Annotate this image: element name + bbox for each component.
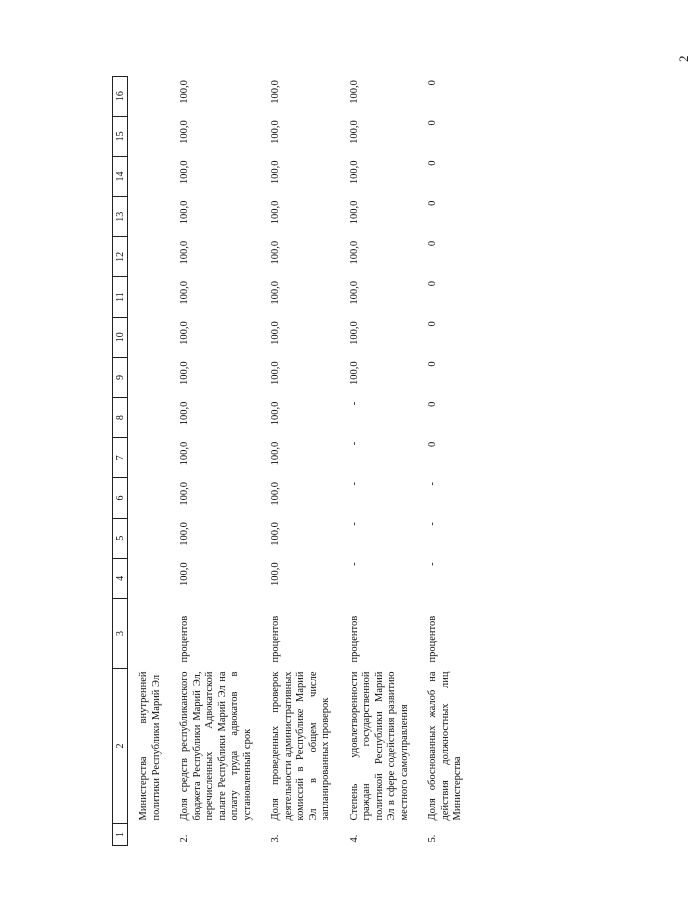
- value-cell-col-14: 100,0: [270, 160, 281, 185]
- value-cell-col-10: 0: [427, 321, 438, 327]
- indicator-name: Доля средств республиканского бюджета Республики Марий Эл, перечисленных Адвокатской палате Республики Марий Эл на оплату труда адвокатов в установленный срок: [179, 671, 253, 821]
- column-header-6: 6: [113, 478, 128, 518]
- value-cell-col-10: 100,0: [179, 321, 190, 345]
- value-cell-col-15: 100,0: [348, 120, 360, 144]
- value-cell-col-8: [128, 398, 166, 438]
- indicator-unit: процентов: [427, 615, 438, 663]
- table-row: [413, 76, 467, 845]
- value-cell-col-14: 100,0: [179, 160, 190, 185]
- value-cell-col-16: 0: [427, 80, 438, 86]
- column-header-14: 14: [113, 156, 128, 196]
- page-number: 2: [676, 55, 691, 62]
- value-cell-col-13: 100,0: [179, 200, 190, 225]
- value-cell-col-4: -: [348, 562, 360, 566]
- value-cell-col-6: -: [427, 481, 438, 486]
- column-header-9: 9: [113, 357, 128, 397]
- value-cell-col-4: [128, 558, 166, 598]
- column-header-4: 4: [113, 558, 128, 598]
- value-cell-col-13: 0: [427, 200, 438, 206]
- table-row: [128, 76, 166, 845]
- value-cell-col-11: 100,0: [348, 281, 360, 305]
- value-cell-col-14: 0: [427, 160, 438, 166]
- indicator-unit: процентов: [270, 615, 281, 663]
- column-header-12: 12: [113, 237, 128, 277]
- value-cell-col-6: [128, 478, 166, 518]
- value-cell-col-15: 0: [427, 120, 438, 126]
- value-cell-col-11: 100,0: [270, 281, 281, 305]
- value-cell-col-7: -: [348, 441, 360, 446]
- column-header-11: 11: [113, 277, 128, 317]
- column-header-8: 8: [113, 398, 128, 438]
- value-cell-col-12: 100,0: [270, 240, 281, 265]
- column-header-13: 13: [113, 197, 128, 237]
- value-cell-col-12: 100,0: [348, 240, 360, 265]
- value-cell-col-5: [128, 518, 166, 558]
- value-cell-col-14: [128, 156, 166, 196]
- value-cell-col-8: -: [348, 401, 360, 406]
- value-cell-col-12: 0: [427, 240, 438, 247]
- value-cell-col-15: [128, 116, 166, 156]
- value-cell-col-6: 100,0: [179, 481, 190, 506]
- value-cell-col-8: 0: [427, 401, 438, 407]
- value-cell-col-11: 100,0: [179, 281, 190, 305]
- value-cell-col-9: 100,0: [179, 361, 190, 385]
- value-cell-col-7: 100,0: [270, 441, 281, 466]
- value-cell-col-13: 100,0: [348, 200, 360, 225]
- indicator-name: Министерства внутренней политики Республики Марий Эл: [138, 671, 162, 821]
- table-row: [256, 76, 335, 845]
- value-cell-col-12: [128, 237, 166, 277]
- value-cell-col-4: 100,0: [179, 562, 190, 586]
- value-cell-col-6: 100,0: [270, 481, 281, 506]
- table-row: [335, 76, 414, 845]
- column-header-1: 1: [113, 824, 128, 846]
- value-cell-col-5: 100,0: [179, 522, 190, 546]
- value-cell-col-14: 100,0: [348, 160, 360, 185]
- value-cell-col-16: [128, 76, 166, 116]
- indicator-unit: процентов: [348, 615, 360, 663]
- rotated-table-container: [112, 76, 582, 846]
- value-cell-col-11: [128, 277, 166, 317]
- column-header-10: 10: [113, 317, 128, 357]
- indicator-name: Доля проведенных проверок деятельности административных комиссий в Республике Марий Эл в общем числе запланированных проверок: [270, 671, 331, 821]
- indicator-name: Степень удовлетворенности граждан государственной политикой Республики Марий Эл в сфере содействия развитию местного самоуправления: [348, 671, 410, 821]
- value-cell-col-4: 100,0: [270, 562, 281, 586]
- row-number: 5.: [427, 834, 438, 843]
- value-cell-col-6: -: [348, 481, 360, 486]
- value-cell-col-13: [128, 197, 166, 237]
- table-body: [128, 76, 467, 845]
- row-number: [128, 824, 166, 846]
- indicator-unit: [128, 599, 166, 669]
- value-cell-col-9: [128, 357, 166, 397]
- value-cell-col-5: -: [427, 522, 438, 526]
- indicator-unit: процентов: [179, 615, 190, 663]
- value-cell-col-9: 100,0: [270, 361, 281, 385]
- value-cell-col-16: 100,0: [179, 80, 190, 104]
- row-number: 4.: [348, 834, 360, 843]
- row-number: 2.: [179, 834, 190, 843]
- value-cell-col-8: 100,0: [270, 401, 281, 426]
- column-header-15: 15: [113, 116, 128, 156]
- value-cell-col-12: 100,0: [179, 240, 190, 265]
- value-cell-col-10: [128, 317, 166, 357]
- value-cell-col-7: [128, 438, 166, 478]
- value-cell-col-9: 0: [427, 361, 438, 367]
- value-cell-col-10: 100,0: [270, 321, 281, 345]
- value-cell-col-9: 100,0: [348, 361, 360, 385]
- indicators-table: [112, 76, 467, 846]
- column-header-2: 2: [113, 669, 128, 824]
- table-row: [165, 76, 256, 845]
- value-cell-col-16: 100,0: [270, 80, 281, 104]
- value-cell-col-15: 100,0: [270, 120, 281, 144]
- row-number: 3.: [270, 834, 281, 843]
- value-cell-col-5: -: [348, 522, 360, 526]
- column-header-5: 5: [113, 518, 128, 558]
- value-cell-col-10: 100,0: [348, 321, 360, 345]
- value-cell-col-8: 100,0: [179, 401, 190, 426]
- value-cell-col-11: 0: [427, 281, 438, 287]
- value-cell-col-7: 0: [427, 441, 438, 447]
- value-cell-col-5: 100,0: [270, 522, 281, 546]
- value-cell-col-16: 100,0: [348, 80, 360, 104]
- column-header-7: 7: [113, 438, 128, 478]
- indicator-name: Доля обоснованных жалоб на действия должностных лиц Министерства: [427, 671, 463, 821]
- column-number-row: [113, 76, 128, 845]
- column-header-3: 3: [113, 599, 128, 669]
- value-cell-col-13: 100,0: [270, 200, 281, 225]
- value-cell-col-7: 100,0: [179, 441, 190, 466]
- value-cell-col-15: 100,0: [179, 120, 190, 144]
- value-cell-col-4: -: [427, 562, 438, 566]
- column-header-16: 16: [113, 76, 128, 116]
